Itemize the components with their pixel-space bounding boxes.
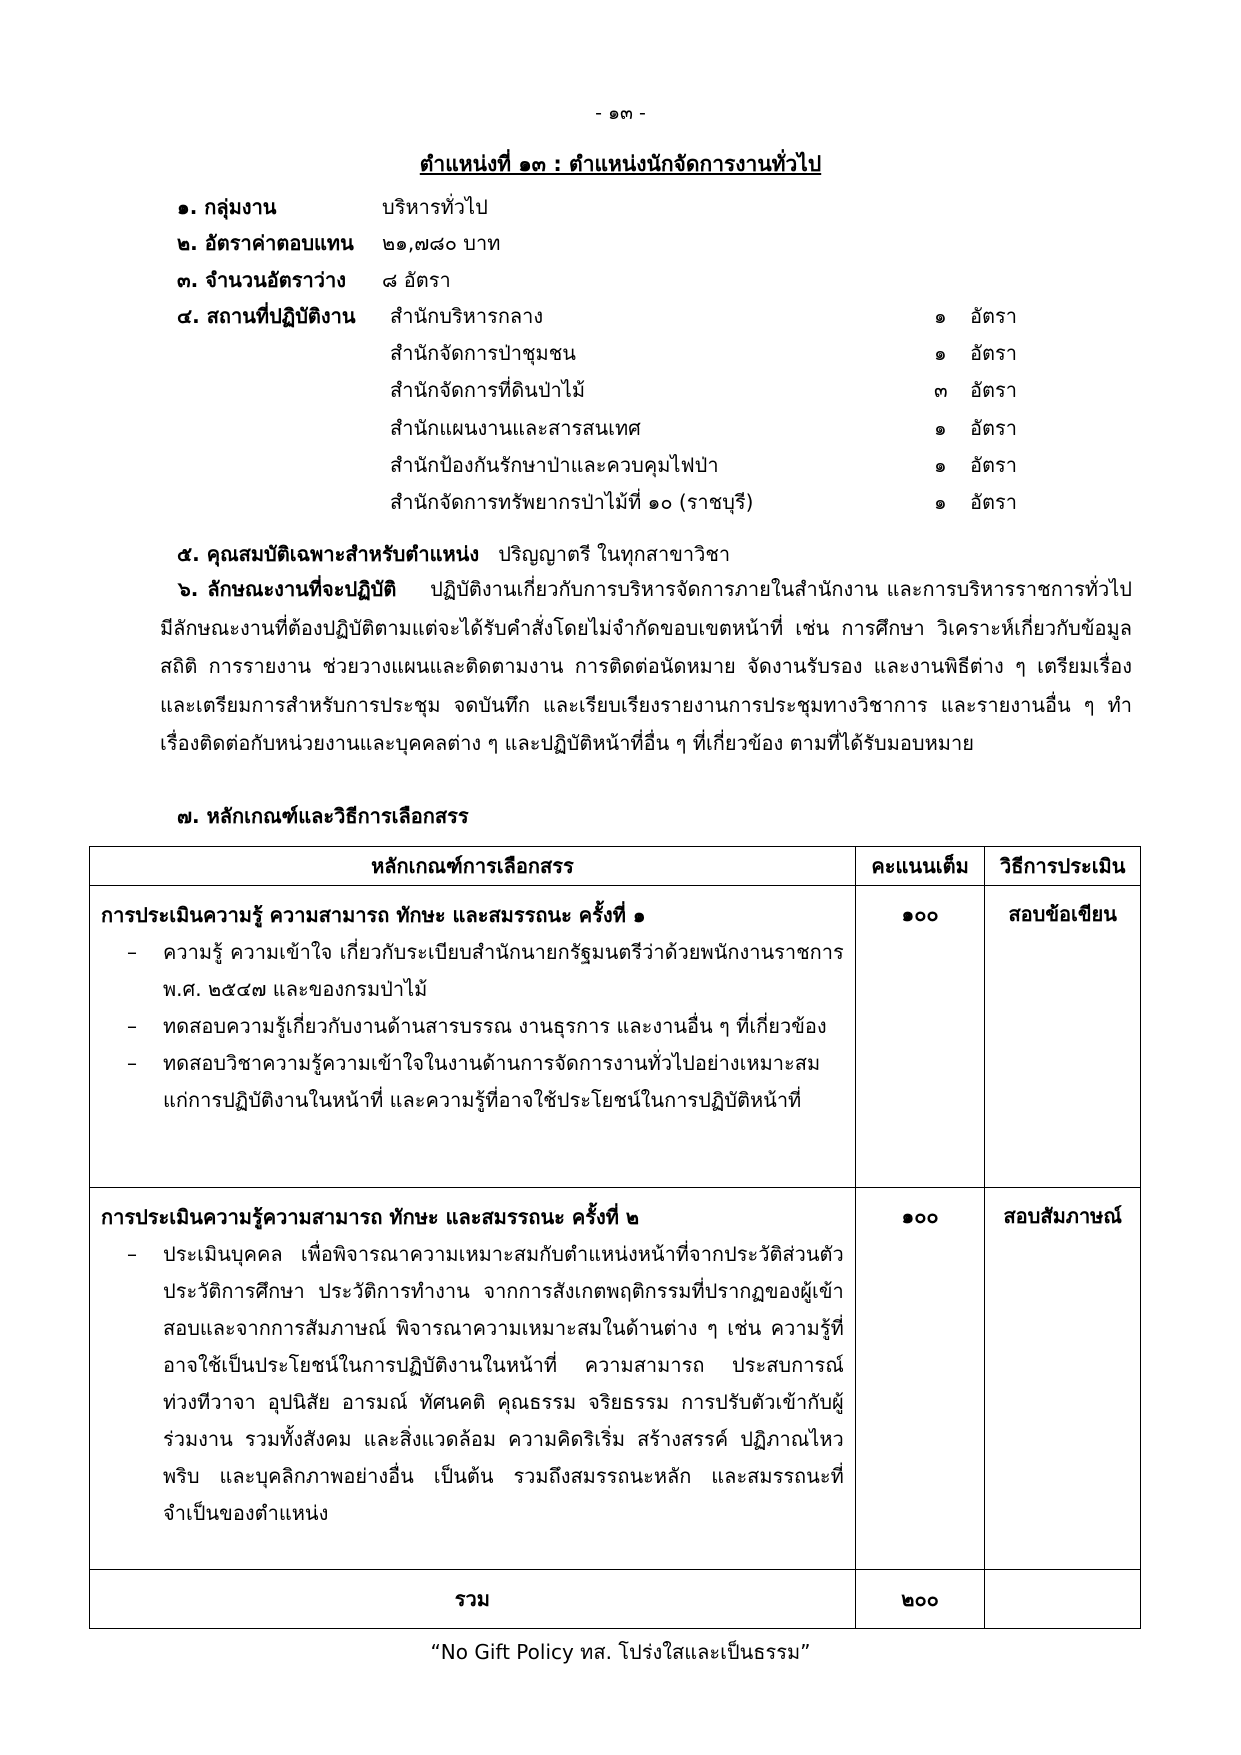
criteria-cell [90, 886, 856, 1188]
office-count: ๑ [934, 453, 947, 477]
section-title: การประเมินความรู้ ความสามารถ ทักษะ และสมรรถนะ ครั้งที่ ๑ [101, 903, 646, 927]
info-row-group [177, 189, 1137, 225]
office-count: ๑ [934, 304, 947, 328]
total-score: ๒๐๐ [855, 1570, 985, 1629]
info-row-pay [177, 225, 1137, 261]
office-unit: อัตรา [970, 378, 1017, 402]
header-criteria: หลักเกณฑ์การเลือกสรร [90, 847, 856, 886]
list-item [127, 1236, 854, 1532]
position-title [0, 148, 1241, 181]
list-item [127, 934, 854, 1008]
office-unit: อัตรา [970, 416, 1017, 440]
bullet-text: ทดสอบวิชาความรู้ความเข้าใจในงานด้านการจัดการงานทั่วไปอย่างเหมาะสมแก่การปฏิบัติงานในหน้าที่ และความรู้ที่อาจใช้ประโยชน์ในการปฏิบัติหน้าที่ [163, 1051, 821, 1112]
info-label: ๓. จำนวนอัตราว่าง [177, 268, 346, 292]
office-row [390, 335, 1050, 372]
score-cell: ๑๐๐ [855, 886, 985, 1188]
section-title: การประเมินความรู้ความสามารถ ทักษะ และสมรรถนะ ครั้งที่ ๒ [101, 1205, 640, 1229]
office-row [390, 484, 1050, 521]
office-name: สำนักบริหารกลาง [390, 304, 544, 328]
info-value: ๘ อัตรา [382, 268, 451, 292]
qualification-label: ๕. คุณสมบัติเฉพาะสำหรับตำแหน่ง [177, 542, 480, 566]
qualification-row [177, 536, 730, 572]
table-row [90, 886, 1141, 1188]
total-label: รวม [90, 1570, 856, 1629]
criteria-heading: ๗. หลักเกณฑ์และวิธีการเลือกสรร [177, 804, 469, 828]
qualification-value: ปริญญาตรี ในทุกสาขาวิชา [498, 542, 731, 566]
office-name: สำนักป้องกันรักษาป่าและควบคุมไฟป่า [390, 453, 719, 477]
office-count: ๑ [934, 416, 947, 440]
bullet-text: ความรู้ ความเข้าใจ เกี่ยวกับระเบียบสำนักนายกรัฐมนตรีว่าด้วยพนักงานราชการ พ.ศ. ๒๕๔๗ และของกรมป่าไม้ [163, 940, 844, 1001]
bullet-text: ทดสอบความรู้เกี่ยวกับงานด้านสารบรรณ งานธุรการ และงานอื่น ๆ ที่เกี่ยวข้อง [163, 1014, 827, 1038]
position-title-text: ตำแหน่งที่ ๑๓ : ตำแหน่งนักจัดการงานทั่วไป [419, 152, 822, 176]
office-unit: อัตรา [970, 341, 1017, 365]
page-number: - ๑๓ - [595, 102, 646, 124]
method-cell: สอบข้อเขียน [985, 886, 1141, 1188]
office-name: สำนักจัดการป่าชุมชน [390, 341, 576, 365]
total-method-empty [985, 1570, 1141, 1629]
bullet-text: ประเมินบุคคล เพื่อพิจารณาความเหมาะสมกับตำแหน่งหน้าที่จากประวัติส่วนตัวประวัติการศึกษา ประวัติการทำงาน จากการสังเกตพฤติกรรมที่ปรากฏของผู้เข้าสอบและจากการสัมภาษณ์ พิจารณาความเหมาะสมในด้านต่าง ๆ เช่น ความรู้ที่อาจใช้เป็นประโยชน์ในการปฏิบัติงานในหน้าที่ ความสามารถ ประสบการณ์ ท่วงทีวาจา อุปนิสัย อารมณ์ ทัศนคติ คุณธรรม จริยธรรม การปรับตัวเข้ากับผู้ร่วมงาน รวมทั้งสังคม และสิ่งแวดล้อม ความคิดริเริ่ม สร้างสรรค์ ปฏิภาณไหวพริบ และบุคลิกภาพอย่างอื่น เป็นต้น รวมถึงสมรรถนะหลัก และสมรรถนะที่จำเป็นของตำแหน่ง [163, 1242, 844, 1525]
criteria-cell [90, 1188, 856, 1570]
duty-label: ๖. ลักษณะงานที่จะปฏิบัติ [178, 577, 397, 601]
office-row [390, 298, 1050, 335]
bullet-list [91, 934, 854, 1119]
duty-text: ปฏิบัติงานเกี่ยวกับการบริหารจัดการภายในสำนักงาน และการบริหารราชการทั่วไป มีลักษณะงานที่ต้องปฏิบัติตามแต่จะได้รับคำสั่งโดยไม่จำกัดขอบเขตหน้าที่ เช่น การศึกษา วิเคราะห์เกี่ยวกับข้อมูล สถิติ การรายงาน ช่วยวางแผนและติดตามงาน การติดต่อนัดหมาย จัดงานรับรอง และงานพิธีต่าง ๆ เตรียมเรื่อง และเตรียมการสำหรับการประชุม จดบันทึก และเรียบเรียงรายงานการประชุมทางวิชาการ และรายงานอื่น ๆ ทำเรื่องติดต่อกับหน่วยงานและบุคคลต่าง ๆ และปฏิบัติหน้าที่อื่น ๆ ที่เกี่ยวข้อง ตามที่ได้รับมอบหมาย [160, 577, 1132, 755]
info-label: ๔. สถานที่ปฏิบัติงาน [177, 304, 356, 328]
dash-icon: – [127, 940, 137, 964]
dash-icon: – [127, 1051, 137, 1075]
info-value: บริหารทั่วไป [382, 195, 488, 219]
criteria-table [89, 846, 1141, 1629]
duty-paragraph [160, 570, 1132, 763]
table-row [90, 1188, 1141, 1570]
office-row [390, 372, 1050, 409]
info-label: ๒. อัตราค่าตอบแทน [177, 231, 354, 255]
office-count: ๑ [934, 341, 947, 365]
footer-slogan: “No Gift Policy ทส. โปร่งใสและเป็นธรรม” [430, 1640, 811, 1664]
office-count: ๑ [934, 490, 947, 514]
office-unit: อัตรา [970, 490, 1017, 514]
office-unit: อัตรา [970, 453, 1017, 477]
header-method: วิธีการประเมิน [985, 847, 1141, 886]
score-cell: ๑๐๐ [855, 1188, 985, 1570]
total-row [90, 1570, 1141, 1629]
dash-icon: – [127, 1242, 137, 1266]
list-item [127, 1008, 854, 1045]
office-row [390, 410, 1050, 447]
list-item [127, 1045, 854, 1119]
office-row [390, 447, 1050, 484]
table-header-row [90, 847, 1141, 886]
office-name: สำนักแผนงานและสารสนเทศ [390, 416, 641, 440]
info-label: ๑. กลุ่มงาน [177, 195, 277, 219]
bullet-list [91, 1236, 854, 1532]
info-value: ๒๑,๗๘๐ บาท [382, 231, 501, 255]
header-full-score: คะแนนเต็ม [855, 847, 985, 886]
info-row-vacancies [177, 262, 1137, 298]
office-name: สำนักจัดการทรัพยากรป่าไม้ที่ ๑๐ (ราชบุรี) [390, 490, 754, 514]
office-count: ๓ [934, 378, 948, 402]
office-unit: อัตรา [970, 304, 1017, 328]
office-name: สำนักจัดการที่ดินป่าไม้ [390, 378, 586, 402]
dash-icon: – [127, 1014, 137, 1038]
method-cell: สอบสัมภาษณ์ [985, 1188, 1141, 1570]
